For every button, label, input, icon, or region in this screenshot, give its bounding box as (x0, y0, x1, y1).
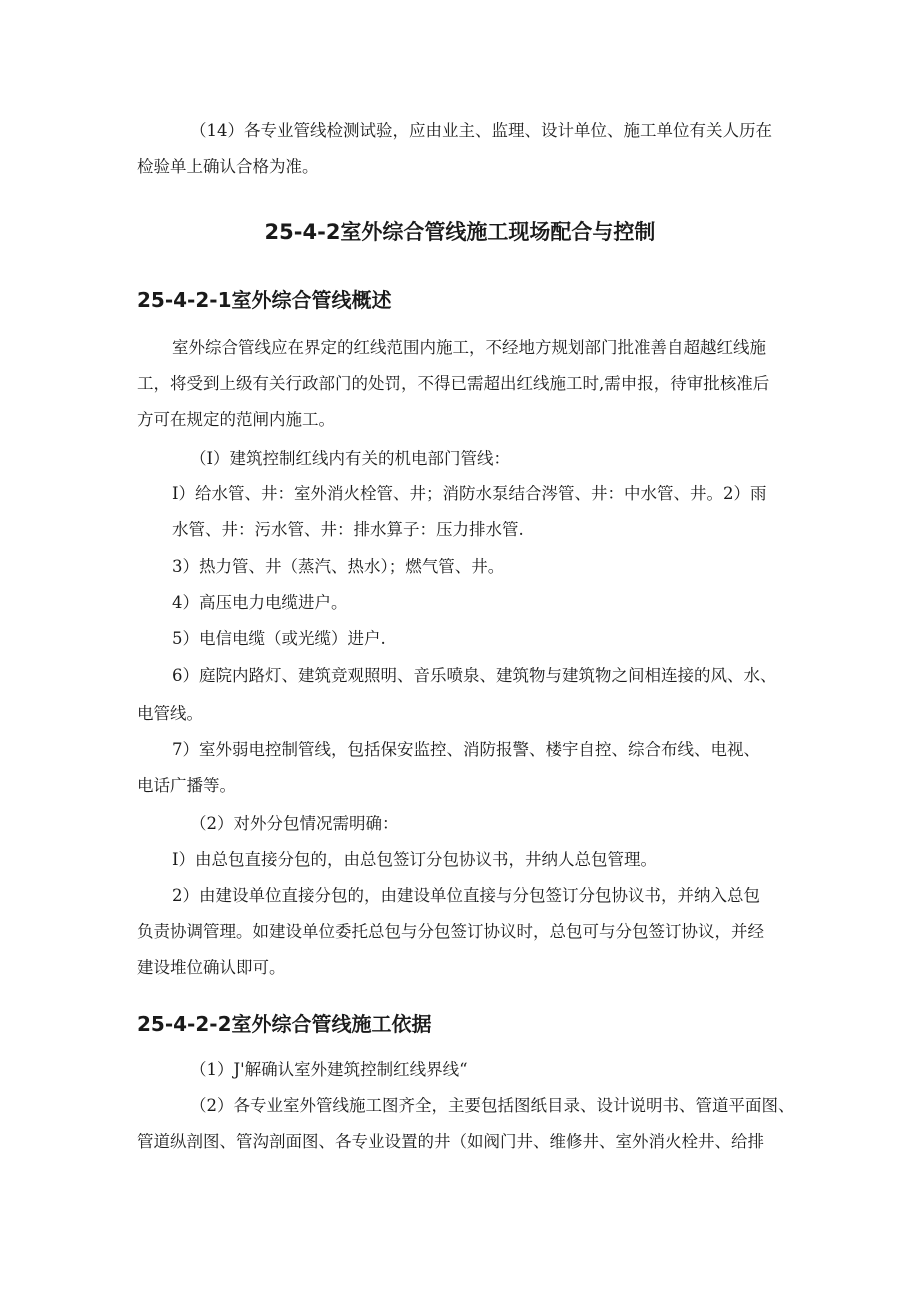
paragraph-14-line-2: 检验单上确认合格为准。 (137, 157, 319, 176)
basis-item-2-line-1: （2）各专业室外管线施工图齐全，主要包括图纸目录、设计说明书、管道平面图、 (190, 1096, 795, 1115)
sub-item-5: 5）电信电缆（或光缆）进户. (172, 629, 386, 648)
section-heading-25-4-2: 25-4-2室外综合管线施工现场配合与控制 (264, 220, 656, 244)
basis-item-1: （1）J'解确认室外建筑控制红线界线“ (190, 1060, 468, 1079)
sub2-item-2-line-1: 2）由建设单位直接分包的，由建设单位直接与分包签订分包协议书，并纳入总包 (172, 886, 760, 905)
sub-item-1-line-1: I）给水管、井：室外消火栓管、井；消防水泵结合涔管、井：中水管、井。2）雨 (172, 484, 767, 503)
list-item-2: （2）对外分包情况需明确： (190, 814, 399, 833)
sub-item-3: 3）热力管、井（蒸汽、热水）；燃气管、井。 (172, 557, 505, 576)
subsection-heading-25-4-2-1: 25-4-2-1室外综合管线概述 (137, 288, 392, 312)
intro-line-1: 室外综合管线应在界定的红线范围内施工，不经地方规划部门批准善自超越红线施 (172, 338, 766, 357)
intro-line-3: 方可在规定的范闸内施工。 (137, 410, 335, 429)
sub2-item-1: I）由总包直接分包的，由总包签订分包协议书，井纳人总包管理。 (172, 850, 658, 869)
sub2-item-2-line-2: 负责协调管理。如建设单位委托总包与分包签订协议时，总包可与分包签订协议，并经 (137, 922, 764, 941)
sub-item-7-line-2: 电话广播等。 (137, 776, 236, 795)
paragraph-14-line-1: （14）各专业管线检测试验，应由业主、监理、设计单位、施工单位有关人历在 (190, 121, 772, 140)
subsection-heading-25-4-2-2: 25-4-2-2室外综合管线施工依据 (137, 1012, 432, 1036)
intro-line-2: 工，将受到上级有关行政部门的处罚，不得已需超出红线施工时,需申报，待审批核准后 (137, 374, 770, 393)
list-item-1: （I）建筑控制红线内有关的机电部门管线： (190, 449, 511, 468)
sub-item-6-line-1: 6）庭院内路灯、建筑竞观照明、音乐喷泉、建筑物与建筑物之间相连接的风、水、 (172, 666, 777, 685)
sub-item-1-line-2: 水管、井：污水管、井：排水算子：压力排水管. (172, 520, 524, 539)
sub-item-7-line-1: 7）室外弱电控制管线，包括保安监控、消防报警、楼宇自控、综合布线、电视、 (172, 740, 760, 759)
sub-item-6-line-2: 电管线。 (137, 704, 203, 723)
sub2-item-2-line-3: 建设堆位确认即可。 (137, 958, 286, 977)
sub-item-4: 4）高压电力电缆进户。 (172, 593, 348, 612)
basis-item-2-line-2: 管道纵剖图、管沟剖面图、各专业设置的井（如阀门井、维修井、室外消火栓井、给排 (137, 1132, 764, 1151)
